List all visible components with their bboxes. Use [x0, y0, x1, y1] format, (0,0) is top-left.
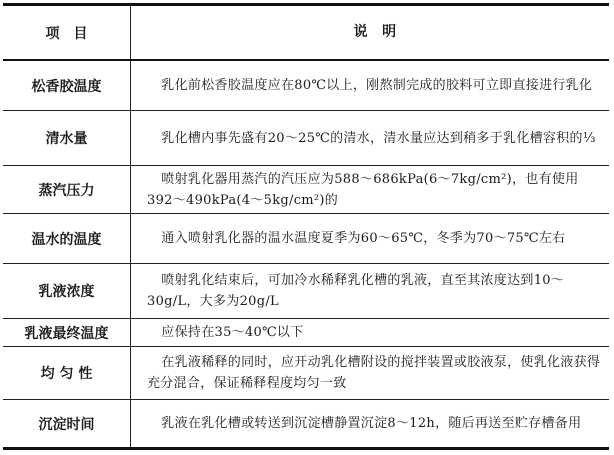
- header-item: 项 目: [3, 6, 131, 59]
- table-row: [3, 347, 609, 400]
- row-desc: 乳液在乳化槽或转送到沉淀槽静置沉淀8～12h，随后再送至贮存槽备用: [161, 416, 582, 431]
- row-desc: 乳化槽内事先盛有20～25℃的清水，清水量应达到稍多于乳化槽容积的⅓: [161, 130, 596, 146]
- row-desc: 在乳液稀释的同时，应开动乳化槽附设的搅拌装置或胶液泵，使乳化液获得充分混合，保证稀释程度均匀一致: [147, 355, 601, 391]
- row-item: 乳液最终温度: [3, 319, 131, 346]
- row-desc: 喷射乳化结束后，可加冷水稀释乳化槽的乳液，直至其浓度达到10～30g/L，大多为20g/L: [147, 273, 565, 309]
- parameter-table: [3, 3, 609, 450]
- header-desc: 说 明: [353, 24, 397, 40]
- table-row: [3, 264, 609, 319]
- table-row: [3, 111, 609, 166]
- table-row: [3, 214, 609, 264]
- row-desc: 乳化前松香胶温度应在80℃以上，刚熬制完成的胶料可立即直接进行乳化: [161, 78, 593, 93]
- table-row: [3, 166, 609, 214]
- table-row: [3, 61, 609, 111]
- row-item: 沉淀时间: [3, 400, 131, 447]
- row-desc: 喷射乳化器用蒸汽的汽压应为588～686kPa(6～7kg/cm²)，也有使用392～490kPa(4～5kg/cm²)的: [147, 171, 579, 208]
- row-item: 蒸汽压力: [3, 166, 131, 213]
- row-item: 清水量: [3, 111, 131, 165]
- row-item: 乳液浓度: [3, 264, 131, 318]
- table-row: [3, 400, 609, 447]
- table-header: [3, 6, 609, 61]
- table-row: [3, 319, 609, 347]
- row-item: 温水的温度: [3, 214, 131, 263]
- row-item: 均 匀 性: [3, 347, 131, 399]
- row-desc: 通入喷射乳化器的温水温度夏季为60～65℃，冬季为70～75℃左右: [161, 231, 566, 246]
- row-item: 松香胶温度: [3, 61, 131, 110]
- row-desc: 应保持在35～40℃以下: [161, 325, 304, 340]
